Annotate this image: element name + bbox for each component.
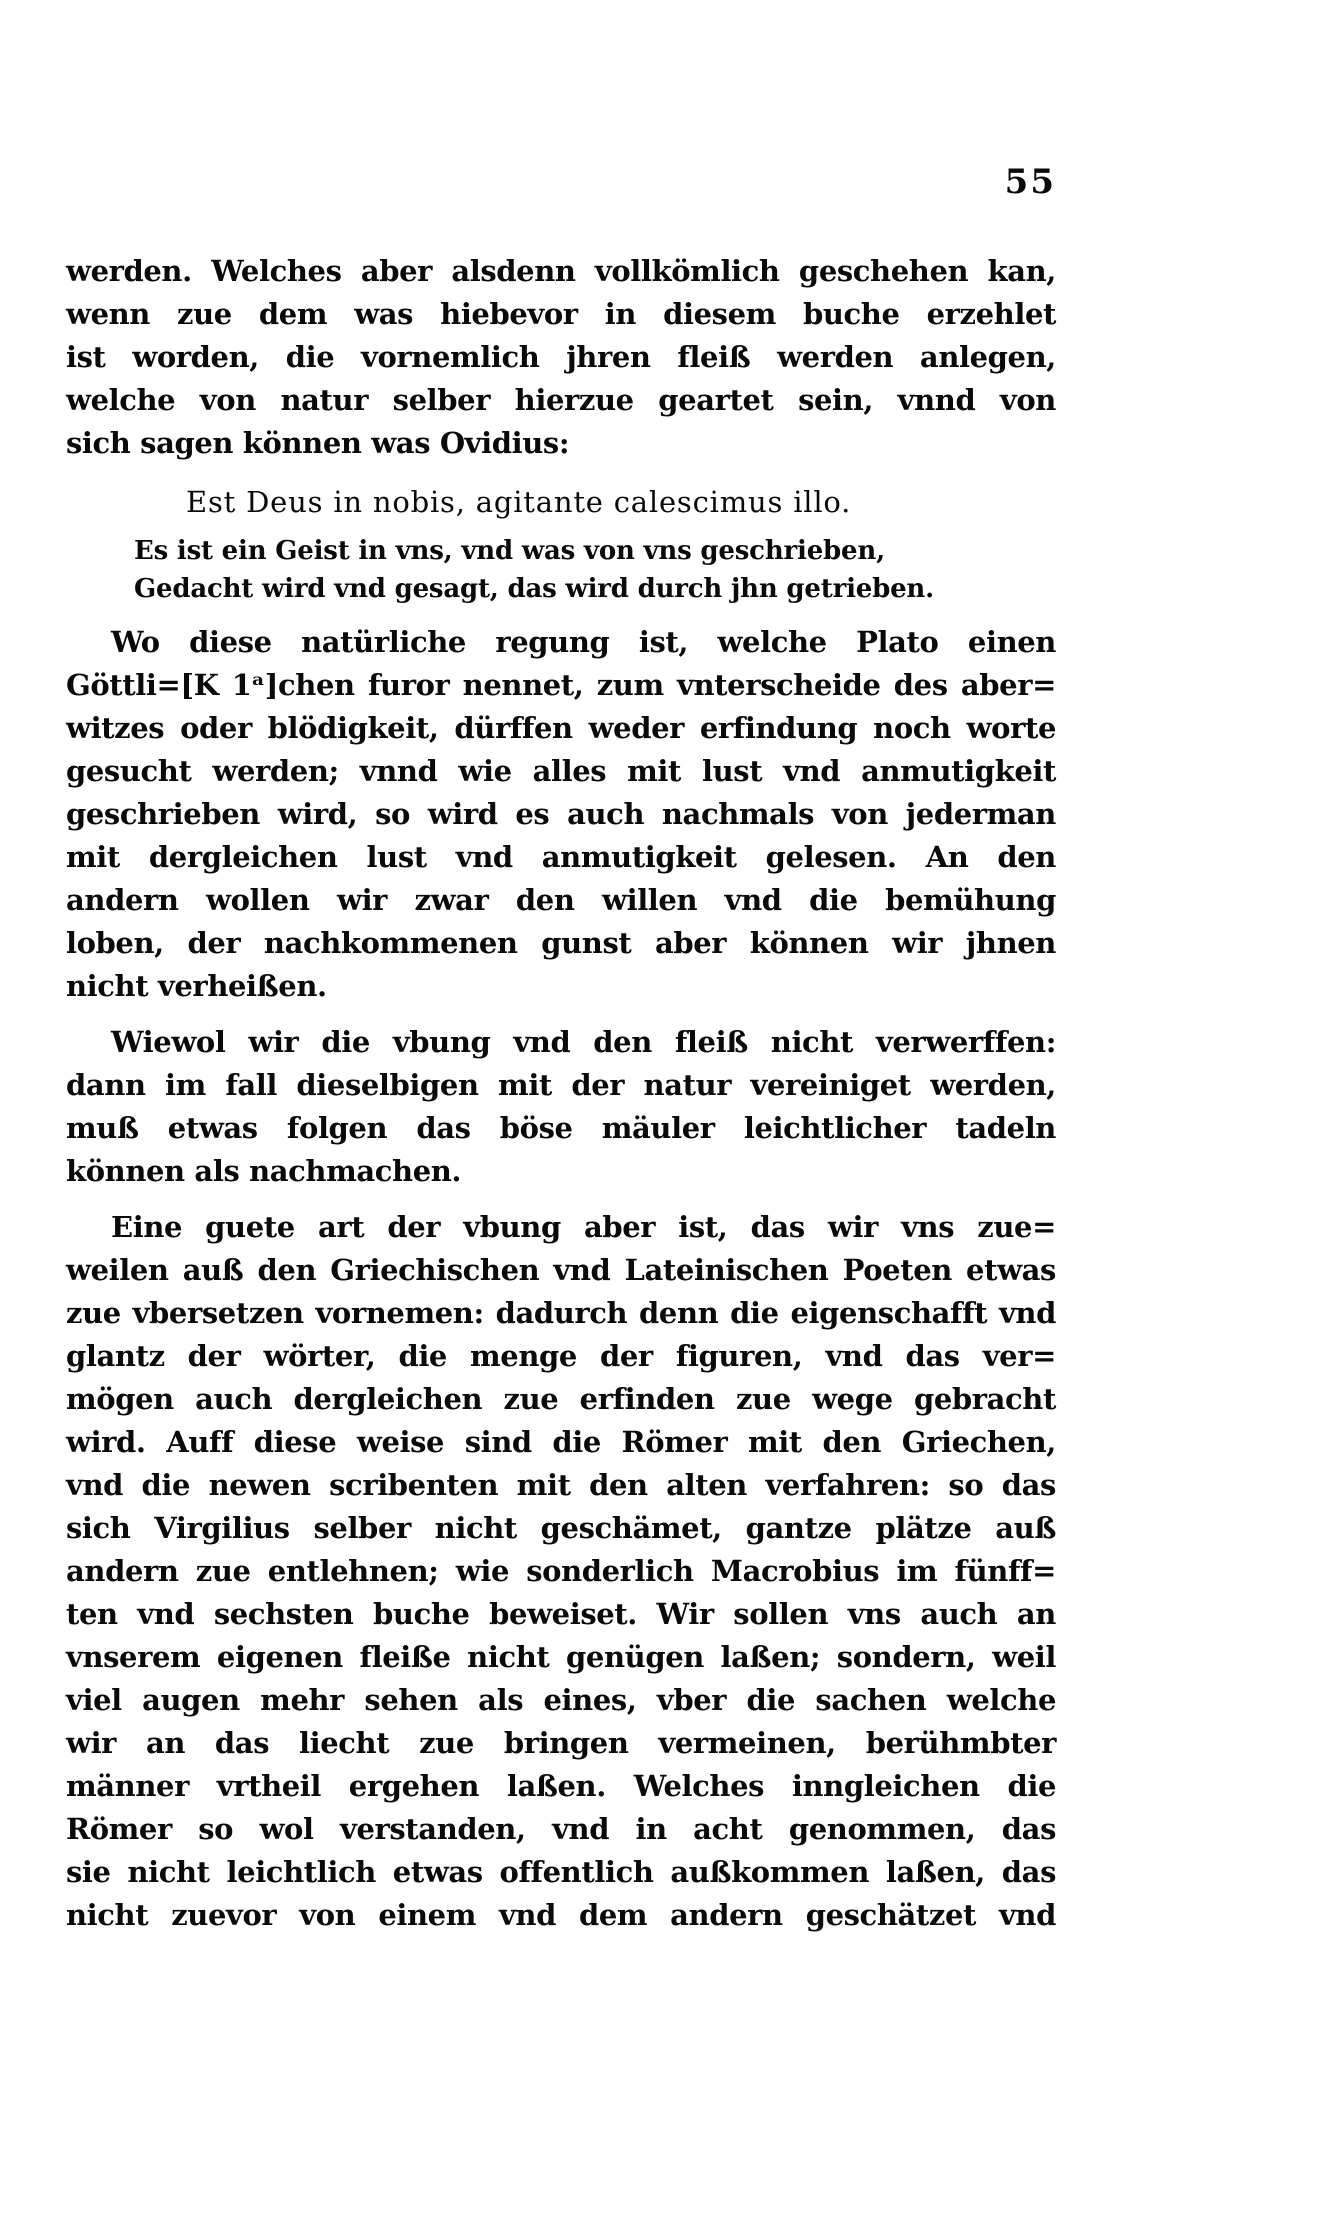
text-line: vnserem eigenen fleiße nicht genügen laßen; sondern, weil	[66, 1640, 1056, 1674]
text-line: nicht zuevor von einem vnd dem andern geschätzet vnd	[66, 1898, 1056, 1932]
text-line: wir an das liecht zue bringen vermeinen, berühmbter	[66, 1726, 1056, 1760]
text-line: dann im fall dieselbigen mit der natur vereiniget werden,	[66, 1068, 1056, 1102]
text-line: sie nicht leichtlich etwas offentlich außkommen laßen, das	[66, 1855, 1056, 1889]
paragraph-eine-guete-art	[66, 1206, 1056, 1937]
paragraph-wo-diese	[66, 621, 1056, 1008]
text-line: muß etwas folgen das böse mäuler leichtlicher tadeln	[66, 1111, 1056, 1145]
text-line: wird. Auff diese weise sind die Römer mit den Griechen,	[66, 1425, 1056, 1459]
text-line: Gedacht wird vnd gesagt, das wird durch jhn getrieben.	[134, 574, 934, 604]
text-line: vnd die newen scribenten mit den alten verfahren: so das	[66, 1468, 1056, 1502]
text-line: viel augen mehr sehen als eines, vber die sachen welche	[66, 1683, 1056, 1717]
text-line: wenn zue dem was hiebevor in diesem buche erzehlet	[66, 297, 1056, 331]
text-line: Wiewol wir die vbung vnd den fleiß nicht verwerffen:	[111, 1025, 1056, 1059]
text-line: andern wollen wir zwar den willen vnd die bemühung	[66, 883, 1056, 917]
text-line: gesucht werden; vnnd wie alles mit lust vnd anmutigkeit	[66, 754, 1056, 788]
text-line: männer vrtheil ergehen laßen. Welches inngleichen die	[66, 1769, 1056, 1803]
text-line: ten vnd sechsten buche beweiset. Wir sollen vns auch an	[66, 1597, 1056, 1631]
text-line: glantz der wörter, die menge der figuren, vnd das ver=	[66, 1339, 1056, 1373]
latin-quote	[66, 481, 1056, 524]
text-line: mit dergleichen lust vnd anmutigkeit gelesen. An den	[66, 840, 1056, 874]
paragraph-wiewol	[66, 1021, 1056, 1193]
text-line: Est Deus in nobis, agitante calescimus illo.	[186, 485, 852, 519]
text-line: loben, der nachkommenen gunst aber können wir jhnen	[66, 926, 1056, 960]
verse-quote	[66, 532, 1056, 608]
text-line: ist worden, die vornemlich jhren fleiß werden anlegen,	[66, 340, 1056, 374]
page-number: 55	[1004, 162, 1056, 202]
text-line: Römer so wol verstanden, vnd in acht genommen, das	[66, 1812, 1056, 1846]
text-line: witzes oder blödigkeit, dürffen weder erfindung noch worte	[66, 711, 1056, 745]
text-line: sich Virgilius selber nicht geschämet, gantze plätze auß	[66, 1511, 1056, 1545]
text-line: welche von natur selber hierzue geartet sein, vnnd von	[66, 383, 1056, 417]
text-line: Es ist ein Geist in vns, vnd was von vns geschrieben,	[134, 536, 885, 566]
text-line: sich sagen können was Ovidius:	[66, 426, 570, 460]
text-line: Göttli=[K 1ᵃ]chen furor nennet, zum vnterscheide des aber=	[66, 668, 1056, 702]
text-line: andern zue entlehnen; wie sonderlich Macrobius im fünff=	[66, 1554, 1056, 1588]
text-line: werden. Welches aber alsdenn vollkömlich geschehen kan,	[66, 254, 1056, 288]
text-line: geschrieben wird, so wird es auch nachmals von jederman	[66, 797, 1056, 831]
text-line: Wo diese natürliche regung ist, welche Plato einen	[111, 625, 1056, 659]
page-content	[66, 160, 1056, 1937]
text-line: Eine guete art der vbung aber ist, das wir vns zue=	[111, 1210, 1056, 1244]
text-line: mögen auch dergleichen zue erfinden zue wege gebracht	[66, 1382, 1056, 1416]
text-line: zue vbersetzen vornemen: dadurch denn die eigenschafft vnd	[66, 1296, 1056, 1330]
text-line: können als nachmachen.	[66, 1154, 462, 1188]
paragraph-continuation	[66, 250, 1056, 465]
text-line: weilen auß den Griechischen vnd Lateinischen Poeten etwas	[66, 1253, 1056, 1287]
page-text	[66, 250, 1056, 1937]
text-line: nicht verheißen.	[66, 969, 327, 1003]
